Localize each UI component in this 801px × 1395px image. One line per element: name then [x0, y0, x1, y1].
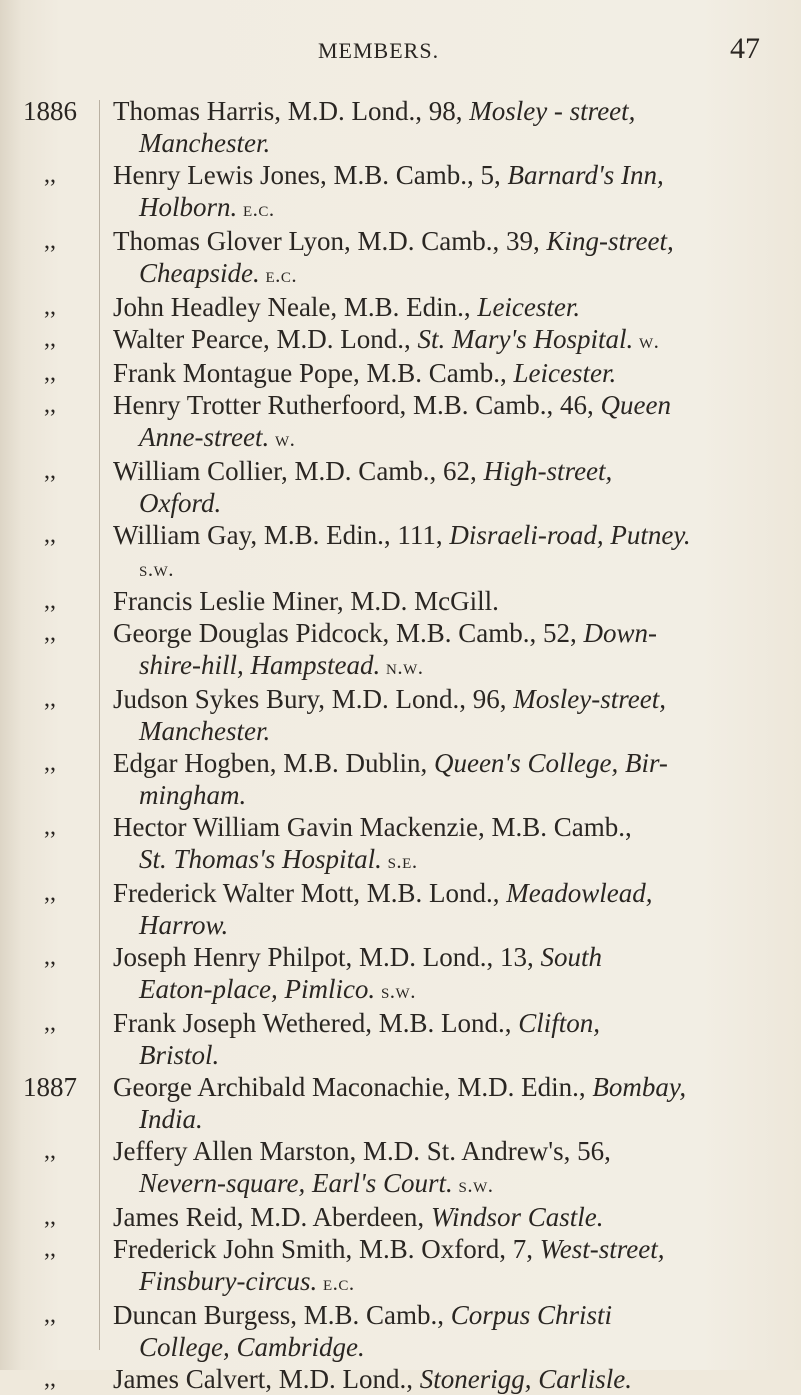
member-text	[113, 617, 793, 683]
name-qualification: Walter Pearce, M.D. Lond.,	[113, 324, 418, 354]
election-year: 1887	[23, 1072, 77, 1102]
election-year: ,,	[44, 1236, 56, 1262]
address: Manchester.	[139, 716, 271, 746]
member-entry	[0, 1363, 801, 1395]
address: Corpus Christi	[450, 1300, 613, 1330]
name-qualification: Henry Lewis Jones, M.B. Camb., 5,	[113, 160, 508, 190]
name-qualification: William Collier, M.D. Camb., 62,	[113, 456, 484, 486]
address: King-street,	[546, 226, 674, 256]
member-text	[113, 1007, 793, 1071]
address: St. Mary's Hospital.	[417, 324, 634, 354]
name-qualification: James Reid, M.D. Aberdeen,	[113, 1202, 431, 1232]
postal-district: n.w.	[380, 655, 424, 679]
entry-first-line	[113, 225, 793, 257]
member-entry	[0, 357, 801, 389]
member-entry	[0, 617, 801, 683]
member-text	[113, 941, 793, 1007]
address: Leicester.	[513, 358, 617, 388]
entry-first-line	[113, 877, 793, 909]
member-entry	[0, 1135, 801, 1201]
election-year: ,,	[44, 1366, 56, 1392]
address: Down-	[583, 618, 657, 648]
postal-district: w.	[269, 427, 296, 451]
address: Barnard's Inn,	[507, 160, 664, 190]
entry-continuation-line	[113, 191, 793, 225]
member-entry	[0, 683, 801, 747]
member-entry	[0, 389, 801, 455]
member-text	[113, 1233, 793, 1299]
address: Bombay,	[592, 1072, 687, 1102]
address: Manchester.	[139, 128, 271, 158]
member-entry	[0, 519, 801, 585]
postal-district: s.w.	[452, 1173, 494, 1197]
address: Meadowlead,	[506, 878, 653, 908]
member-text	[113, 747, 793, 811]
running-title: MEMBERS.	[318, 38, 440, 63]
member-text	[113, 1135, 793, 1201]
entry-first-line	[113, 1007, 793, 1039]
entry-first-line	[113, 357, 793, 389]
address: Cheapside.	[139, 258, 260, 288]
member-text	[113, 585, 793, 617]
member-text	[113, 519, 793, 585]
entry-continuation-line	[113, 1039, 793, 1071]
address: Oxford.	[139, 488, 222, 518]
entry-first-line	[113, 519, 793, 551]
page-number: 47	[730, 32, 760, 65]
address: Leicester.	[477, 292, 581, 322]
name-qualification: Frank Joseph Wethered, M.B. Lond.,	[113, 1008, 519, 1038]
entry-continuation-line	[113, 779, 793, 811]
entry-first-line	[113, 683, 793, 715]
address: Queen's College, Bir-	[433, 748, 668, 778]
name-qualification: Henry Trotter Rutherfoord, M.B. Camb., 46,	[113, 390, 601, 420]
entry-first-line	[113, 389, 793, 421]
address: Bristol.	[139, 1040, 220, 1070]
postal-district: w.	[633, 329, 660, 353]
address: shire-hill, Hampstead.	[139, 650, 381, 680]
member-entry	[0, 1201, 801, 1233]
name-qualification: Edgar Hogben, M.B. Dublin,	[113, 748, 434, 778]
entry-first-line	[113, 1201, 793, 1233]
election-year: ,,	[44, 522, 56, 548]
election-year: ,,	[44, 360, 56, 386]
entry-first-line	[113, 1071, 793, 1103]
address: College, Cambridge.	[139, 1332, 365, 1362]
address: Windsor Castle.	[430, 1202, 604, 1232]
name-qualification: Thomas Harris, M.D. Lond., 98,	[113, 96, 470, 126]
address: Queen	[600, 390, 671, 420]
member-entry	[0, 941, 801, 1007]
name-qualification: Duncan Burgess, M.B. Camb.,	[113, 1300, 451, 1330]
entry-first-line	[113, 95, 793, 127]
member-text	[113, 811, 793, 877]
member-entry	[0, 291, 801, 323]
member-text	[113, 877, 793, 941]
address: Finsbury-circus.	[139, 1266, 318, 1296]
entry-continuation-line	[113, 1103, 793, 1135]
election-year: ,,	[44, 1302, 56, 1328]
election-year: 1886	[23, 96, 77, 126]
entry-first-line	[113, 617, 793, 649]
entry-first-line	[113, 585, 793, 617]
member-text	[113, 455, 793, 519]
member-text	[113, 1299, 793, 1363]
entry-first-line	[113, 323, 793, 357]
address: Clifton,	[518, 1008, 601, 1038]
name-qualification: Frederick Walter Mott, M.B. Lond.,	[113, 878, 507, 908]
page-header	[0, 28, 801, 68]
election-year: ,,	[44, 228, 56, 254]
address: Mosley-street,	[513, 684, 666, 714]
name-qualification: James Calvert, M.D. Lond.,	[113, 1364, 420, 1394]
entry-first-line	[113, 1233, 793, 1265]
member-list	[0, 95, 801, 1395]
entry-first-line	[113, 1299, 793, 1331]
address: mingham.	[139, 780, 247, 810]
member-text	[113, 389, 793, 455]
election-year: ,,	[44, 1204, 56, 1230]
entry-first-line	[113, 291, 793, 323]
election-year: ,,	[44, 686, 56, 712]
name-qualification: George Archibald Maconachie, M.D. Edin.,	[113, 1072, 593, 1102]
member-entry	[0, 811, 801, 877]
election-year: ,,	[44, 588, 56, 614]
entry-first-line	[113, 455, 793, 487]
election-year: ,,	[44, 458, 56, 484]
name-qualification: Frank Montague Pope, M.B. Camb.,	[113, 358, 514, 388]
member-text	[113, 1363, 793, 1395]
address: Harrow.	[139, 910, 229, 940]
member-entry	[0, 1071, 801, 1135]
member-entry	[0, 585, 801, 617]
member-text	[113, 159, 793, 225]
member-text	[113, 1201, 793, 1233]
election-year: ,,	[44, 326, 56, 352]
entry-continuation-line	[113, 257, 793, 291]
entry-first-line	[113, 811, 793, 843]
name-qualification: Joseph Henry Philpot, M.D. Lond., 13,	[113, 942, 541, 972]
name-qualification: Thomas Glover Lyon, M.D. Camb., 39,	[113, 226, 547, 256]
election-year: ,,	[44, 620, 56, 646]
member-entry	[0, 1007, 801, 1071]
election-year: ,,	[44, 880, 56, 906]
election-year: ,,	[44, 1010, 56, 1036]
name-qualification: John Headley Neale, M.B. Edin.,	[113, 292, 478, 322]
entry-first-line	[113, 1363, 793, 1395]
member-entry	[0, 159, 801, 225]
election-year: ,,	[44, 392, 56, 418]
postal-district: s.e.	[381, 849, 418, 873]
address: Disraeli-road, Putney.	[449, 520, 691, 550]
entry-continuation-line	[113, 843, 793, 877]
election-year: ,,	[44, 1138, 56, 1164]
entry-continuation-line	[113, 649, 793, 683]
member-text	[113, 683, 793, 747]
member-text	[113, 323, 793, 357]
member-entry	[0, 747, 801, 811]
postal-district: s.w.	[139, 557, 174, 581]
address: India.	[139, 1104, 203, 1134]
entry-continuation-line	[113, 909, 793, 941]
name-qualification: Frederick John Smith, M.B. Oxford, 7,	[113, 1234, 540, 1264]
address: St. Thomas's Hospital.	[139, 844, 382, 874]
entry-first-line	[113, 747, 793, 779]
address: Nevern-square, Earl's Court.	[139, 1168, 453, 1198]
member-entry	[0, 95, 801, 159]
address: Eaton-place, Pimlico.	[139, 974, 376, 1004]
postal-district: e.c.	[317, 1271, 355, 1295]
postal-district: e.c.	[259, 263, 298, 287]
entry-continuation-line	[113, 1265, 793, 1299]
address: Anne-street.	[139, 422, 270, 452]
member-entry	[0, 323, 801, 357]
member-entry	[0, 225, 801, 291]
election-year: ,,	[44, 162, 56, 188]
entry-continuation-line	[113, 551, 793, 585]
election-year: ,,	[44, 944, 56, 970]
name-qualification: William Gay, M.B. Edin., 111,	[113, 520, 450, 550]
election-year: ,,	[44, 294, 56, 320]
name-qualification: Hector William Gavin Mackenzie, M.B. Camb.,	[113, 812, 632, 842]
address: South	[540, 942, 603, 972]
address: Holborn.	[139, 192, 238, 222]
member-text	[113, 1071, 793, 1135]
address: Stonerigg, Carlisle.	[419, 1364, 632, 1394]
address: West-street,	[539, 1234, 665, 1264]
election-year: ,,	[44, 814, 56, 840]
postal-district: e.c.	[237, 197, 275, 221]
member-text	[113, 225, 793, 291]
member-entry	[0, 1233, 801, 1299]
member-text	[113, 357, 793, 389]
name-qualification: George Douglas Pidcock, M.B. Camb., 52,	[113, 618, 584, 648]
member-text	[113, 291, 793, 323]
address: Mosley - street,	[469, 96, 636, 126]
entry-first-line	[113, 159, 793, 191]
entry-continuation-line	[113, 1167, 793, 1201]
entry-continuation-line	[113, 1331, 793, 1363]
member-text	[113, 95, 793, 159]
entry-continuation-line	[113, 715, 793, 747]
entry-first-line	[113, 1135, 793, 1167]
member-entry	[0, 455, 801, 519]
entry-continuation-line	[113, 127, 793, 159]
entry-continuation-line	[113, 487, 793, 519]
member-entry	[0, 877, 801, 941]
name-qualification: Judson Sykes Bury, M.D. Lond., 96,	[113, 684, 514, 714]
name-qualification: Francis Leslie Miner, M.D. McGill.	[113, 586, 499, 616]
member-entry	[0, 1299, 801, 1363]
election-year: ,,	[44, 750, 56, 776]
entry-continuation-line	[113, 421, 793, 455]
postal-district: s.w.	[375, 979, 416, 1003]
address: High-street,	[483, 456, 613, 486]
name-qualification: Jeffery Allen Marston, M.D. St. Andrew's, 56,	[113, 1136, 611, 1166]
entry-first-line	[113, 941, 793, 973]
entry-continuation-line	[113, 973, 793, 1007]
